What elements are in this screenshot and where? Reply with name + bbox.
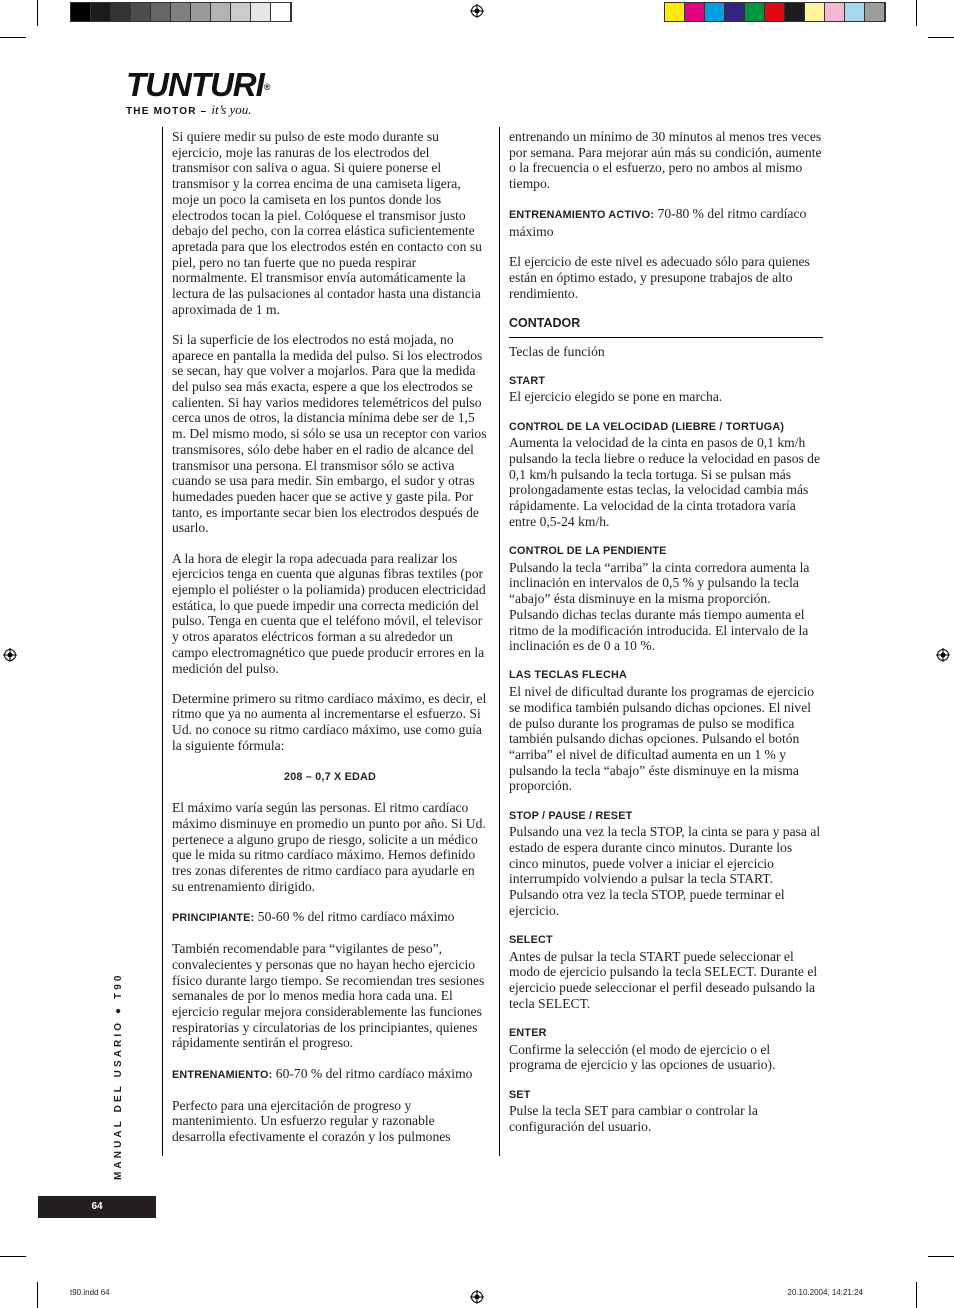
crop-mark — [37, 0, 38, 26]
footer-filename: t90.indd 64 — [70, 1288, 110, 1297]
gray-swatch — [271, 3, 291, 21]
key-description: Confirme la selección (el modo de ejercicio o el programa de ejercicio y las opciones de usuario). — [509, 1041, 776, 1073]
registration-mark-icon — [3, 648, 17, 662]
paragraph: Perfecto para una ejercitación de progreso y mantenimiento. Un esfuerzo regular y razonable desarrolla efectivamente el corazón y los pulmones — [172, 1097, 451, 1145]
column-rule — [162, 127, 163, 1156]
key-description: El nivel de dificultad durante los programas de ejercicio se modifica también pulsando dichas opciones. El nivel de pulso durante los programas de pulso se modifica también pulsando dichas opciones. Pulsando el botón “arriba” el nivel de dificultad aumenta en un 1 % y pulsando la tecla “abajo” éste disminuye en la misma proporción. — [509, 684, 814, 794]
grayscale-calibration-bar — [70, 2, 292, 22]
footer-timestamp: 20.10.2004, 14:21:24 — [787, 1288, 863, 1297]
logo-tagline: THE MOTOR – it’s you. — [126, 102, 252, 117]
crop-mark — [0, 1256, 26, 1257]
key-description: Pulsando la tecla “arriba” la cinta corredora aumenta la inclinación en intervalos de 0,5 % y pulsando la tecla “abajo” ésta disminuye en la misma proporción. Pulsando dichas teclas durante más tiempo aumenta el ritmo de la modificación introducida. El intervalo de la inclinación es de 0 a 10 %. — [509, 559, 810, 654]
crop-mark — [37, 1282, 38, 1308]
crop-mark — [928, 1256, 954, 1257]
paragraph: Si quiere medir su pulso de este modo durante su ejercicio, moje las ranuras de los electrodos del transmisor con saliva o agua. Si quiere ponerse el transmisor y la correa encima de una camiseta ligera, moje un poco la camiseta en los puntos donde los electrodos tocan la piel. Colóquese el transmisor justo debajo del pecho, con la correa elástica suficientemente apretada para que los electrodos estén en contacto con su piel, pero no tan fuerte que no pueda respirar normalmente. El transmisor envía automáticamente la lectura de las pulsaciones al contador hasta una distancia aproximada de 1 m. — [172, 129, 482, 317]
gray-swatch — [231, 3, 251, 21]
key-heading-velocidad: CONTROL DE LA VELOCIDAD (LIEBRE / TORTUGA) — [509, 420, 785, 433]
zone-principiante: PRINCIPIANTE: 50-60 % del ritmo cardíaco máximo — [172, 908, 455, 924]
paragraph: entrenando un mínimo de 30 minutos al menos tres veces por semana. Para mejorar aún más su condición, aumente o la frecuencia o el esfuerzo, pero no ambos al mismo tiempo. — [509, 129, 822, 192]
right-column — [509, 129, 823, 1149]
zone-entrenamiento: ENTRENAMIENTO: 60-70 % del ritmo cardíaco máximo — [172, 1065, 473, 1081]
tunturi-logo — [126, 66, 270, 118]
key-heading-pendiente: CONTROL DE LA PENDIENTE — [509, 545, 667, 558]
bullet-icon: ● — [113, 1004, 124, 1014]
paragraph: A la hora de elegir la ropa adecuada para realizar los ejercicios tenga en cuenta que algunas fibras textiles (por ejemplo el poliéster o la poliamida) producen electricidad estática, lo que puede impedir una correcta medición del pulso. Tenga en cuenta que el teléfono móvil, el televisor y otros aparatos eléctricos forman a su alrededor un campo electromagnético que puede producir errores en la medición del pulso. — [172, 550, 486, 676]
gray-swatch — [91, 3, 111, 21]
zone-activo: ENTRENAMIENTO ACTIVO: 70-80 % del ritmo cardíaco máximo — [509, 206, 807, 240]
color-swatch — [825, 3, 845, 21]
color-swatch — [685, 3, 705, 21]
gray-swatch — [131, 3, 151, 21]
color-swatch — [665, 3, 685, 21]
paragraph: El ejercicio de este nivel es adecuado sólo para quienes están en óptimo estado, y presupone trabajos de alto rendimiento. — [509, 254, 810, 301]
key-heading-enter: ENTER — [509, 1027, 547, 1040]
left-column — [172, 129, 488, 1159]
crop-mark — [916, 0, 917, 26]
color-swatch — [845, 3, 865, 21]
color-swatch — [745, 3, 765, 21]
gray-swatch — [111, 3, 131, 21]
section-heading-contador: CONTADOR — [509, 316, 823, 338]
key-heading-select: SELECT — [509, 934, 553, 947]
manual-sidebar-label: MANUAL DEL USARIO ● T90 — [113, 972, 124, 1180]
gray-swatch — [191, 3, 211, 21]
logo-wordmark: TUNTURI — [126, 66, 264, 103]
gray-swatch — [171, 3, 191, 21]
color-swatch — [725, 3, 745, 21]
registration-mark-icon — [936, 648, 950, 662]
registration-mark-icon — [470, 1290, 484, 1304]
gray-swatch — [211, 3, 231, 21]
key-heading-start: START — [509, 374, 546, 387]
color-swatch — [785, 3, 805, 21]
formula: 208 – 0,7 X EDAD — [283, 771, 377, 784]
key-description: El ejercicio elegido se pone en marcha. — [509, 389, 723, 405]
gray-swatch — [151, 3, 171, 21]
paragraph: Si la superficie de los electrodos no está mojada, no aparece en pantalla la medida del pulso. Si los electrodos se secan, hay que volver a mojarlos. Para que la medida del pulso sea más exacta, espere a que los electrodos se calienten. Si hay varios medidores telemétricos del pulso cerca unos de otros, la distancia mínima debe ser de 1,5 m. Del mismo modo, si sólo se usa un receptor con varios transmisores, sólo debe haber en el radio de alcance del transmisor una persona. El transmisor sólo se activa cuando se usa para medir. Sin embargo, el sudor y otras humedades pueden hacer que se active y gaste pila. Por tanto, es importante secar bien los electrodos después de usarlo. — [172, 331, 487, 536]
registered-mark: ® — [263, 82, 270, 92]
gray-swatch — [71, 3, 91, 21]
color-swatch — [805, 3, 825, 21]
color-swatch — [865, 3, 885, 21]
column-rule — [499, 127, 500, 1156]
key-description: Antes de pulsar la tecla START puede seleccionar el modo de ejercicio pulsando la tecla SELECT. Durante el ejercicio puede seleccionar el perfil deseado pulsando la tecla SELECT. — [509, 948, 818, 1011]
color-calibration-bar — [664, 2, 886, 22]
crop-mark — [928, 37, 954, 38]
color-swatch — [765, 3, 785, 21]
paragraph: Determine primero su ritmo cardíaco máximo, es decir, el ritmo que ya no aumenta al incrementarse el esfuerzo. Si Ud. no conoce su ritmo cardíaco máximo, use como guía la siguiente fórmula: — [172, 690, 487, 753]
paragraph: También recomendable para “vigilantes de peso”, convalecientes y personas que no hayan hecho ejercicio físico durante largo tiempo. Se recomiendan tres sesiones semanales de por lo menos media hora cada una. El ejercicio regular mejora considerablemente las funciones respiratorias y circulatorias de los principiantes, quienes rápidamente sentirán el progreso. — [172, 941, 485, 1051]
key-heading-set: SET — [509, 1088, 531, 1101]
paragraph: El máximo varía según las personas. El ritmo cardíaco máximo disminuye en promedio un punto por año. Si Ud. pertenece a alguno grupo de riesgo, solicite a un médico que le mida su ritmo cardíaco máximo. Hemos definido tres zonas diferentes de ritmo cardíaco para ayudarle en su entrenamiento dirigido. — [172, 800, 486, 894]
key-description: Pulsando una vez la tecla STOP, la cinta se para y pasa al estado de espera durante cinco minutos. Durante los cinco minutos, puede volver a iniciar el ejercicio interrumpido volviendo a pulsar la tecla START. Pulsando otra vez la tecla STOP, puede terminar el ejercicio. — [509, 824, 821, 918]
registration-mark-icon — [470, 4, 484, 18]
key-heading-stop: STOP / PAUSE / RESET — [509, 809, 633, 822]
key-description: Pulse la tecla SET para cambiar o controlar la configuración del usuario. — [509, 1103, 758, 1135]
crop-mark — [0, 37, 26, 38]
gray-swatch — [251, 3, 271, 21]
key-heading-flecha: LAS TECLAS FLECHA — [509, 669, 627, 682]
key-description: Aumenta la velocidad de la cinta en pasos de 0,1 km/h pulsando la tecla liebre o reduce la velocidad en pasos de 0,1 km/h pulsando la tecla tortuga. Si se pulsan más prolongadamente estas teclas, la velocidad cambia más rápidamente. La velocidad de la cinta trotadora varía entre 0,5-24 km/h. — [509, 435, 821, 529]
paragraph: Teclas de función — [509, 343, 605, 359]
page-number: 64 — [38, 1196, 156, 1218]
color-swatch — [705, 3, 725, 21]
crop-mark — [916, 1282, 917, 1308]
